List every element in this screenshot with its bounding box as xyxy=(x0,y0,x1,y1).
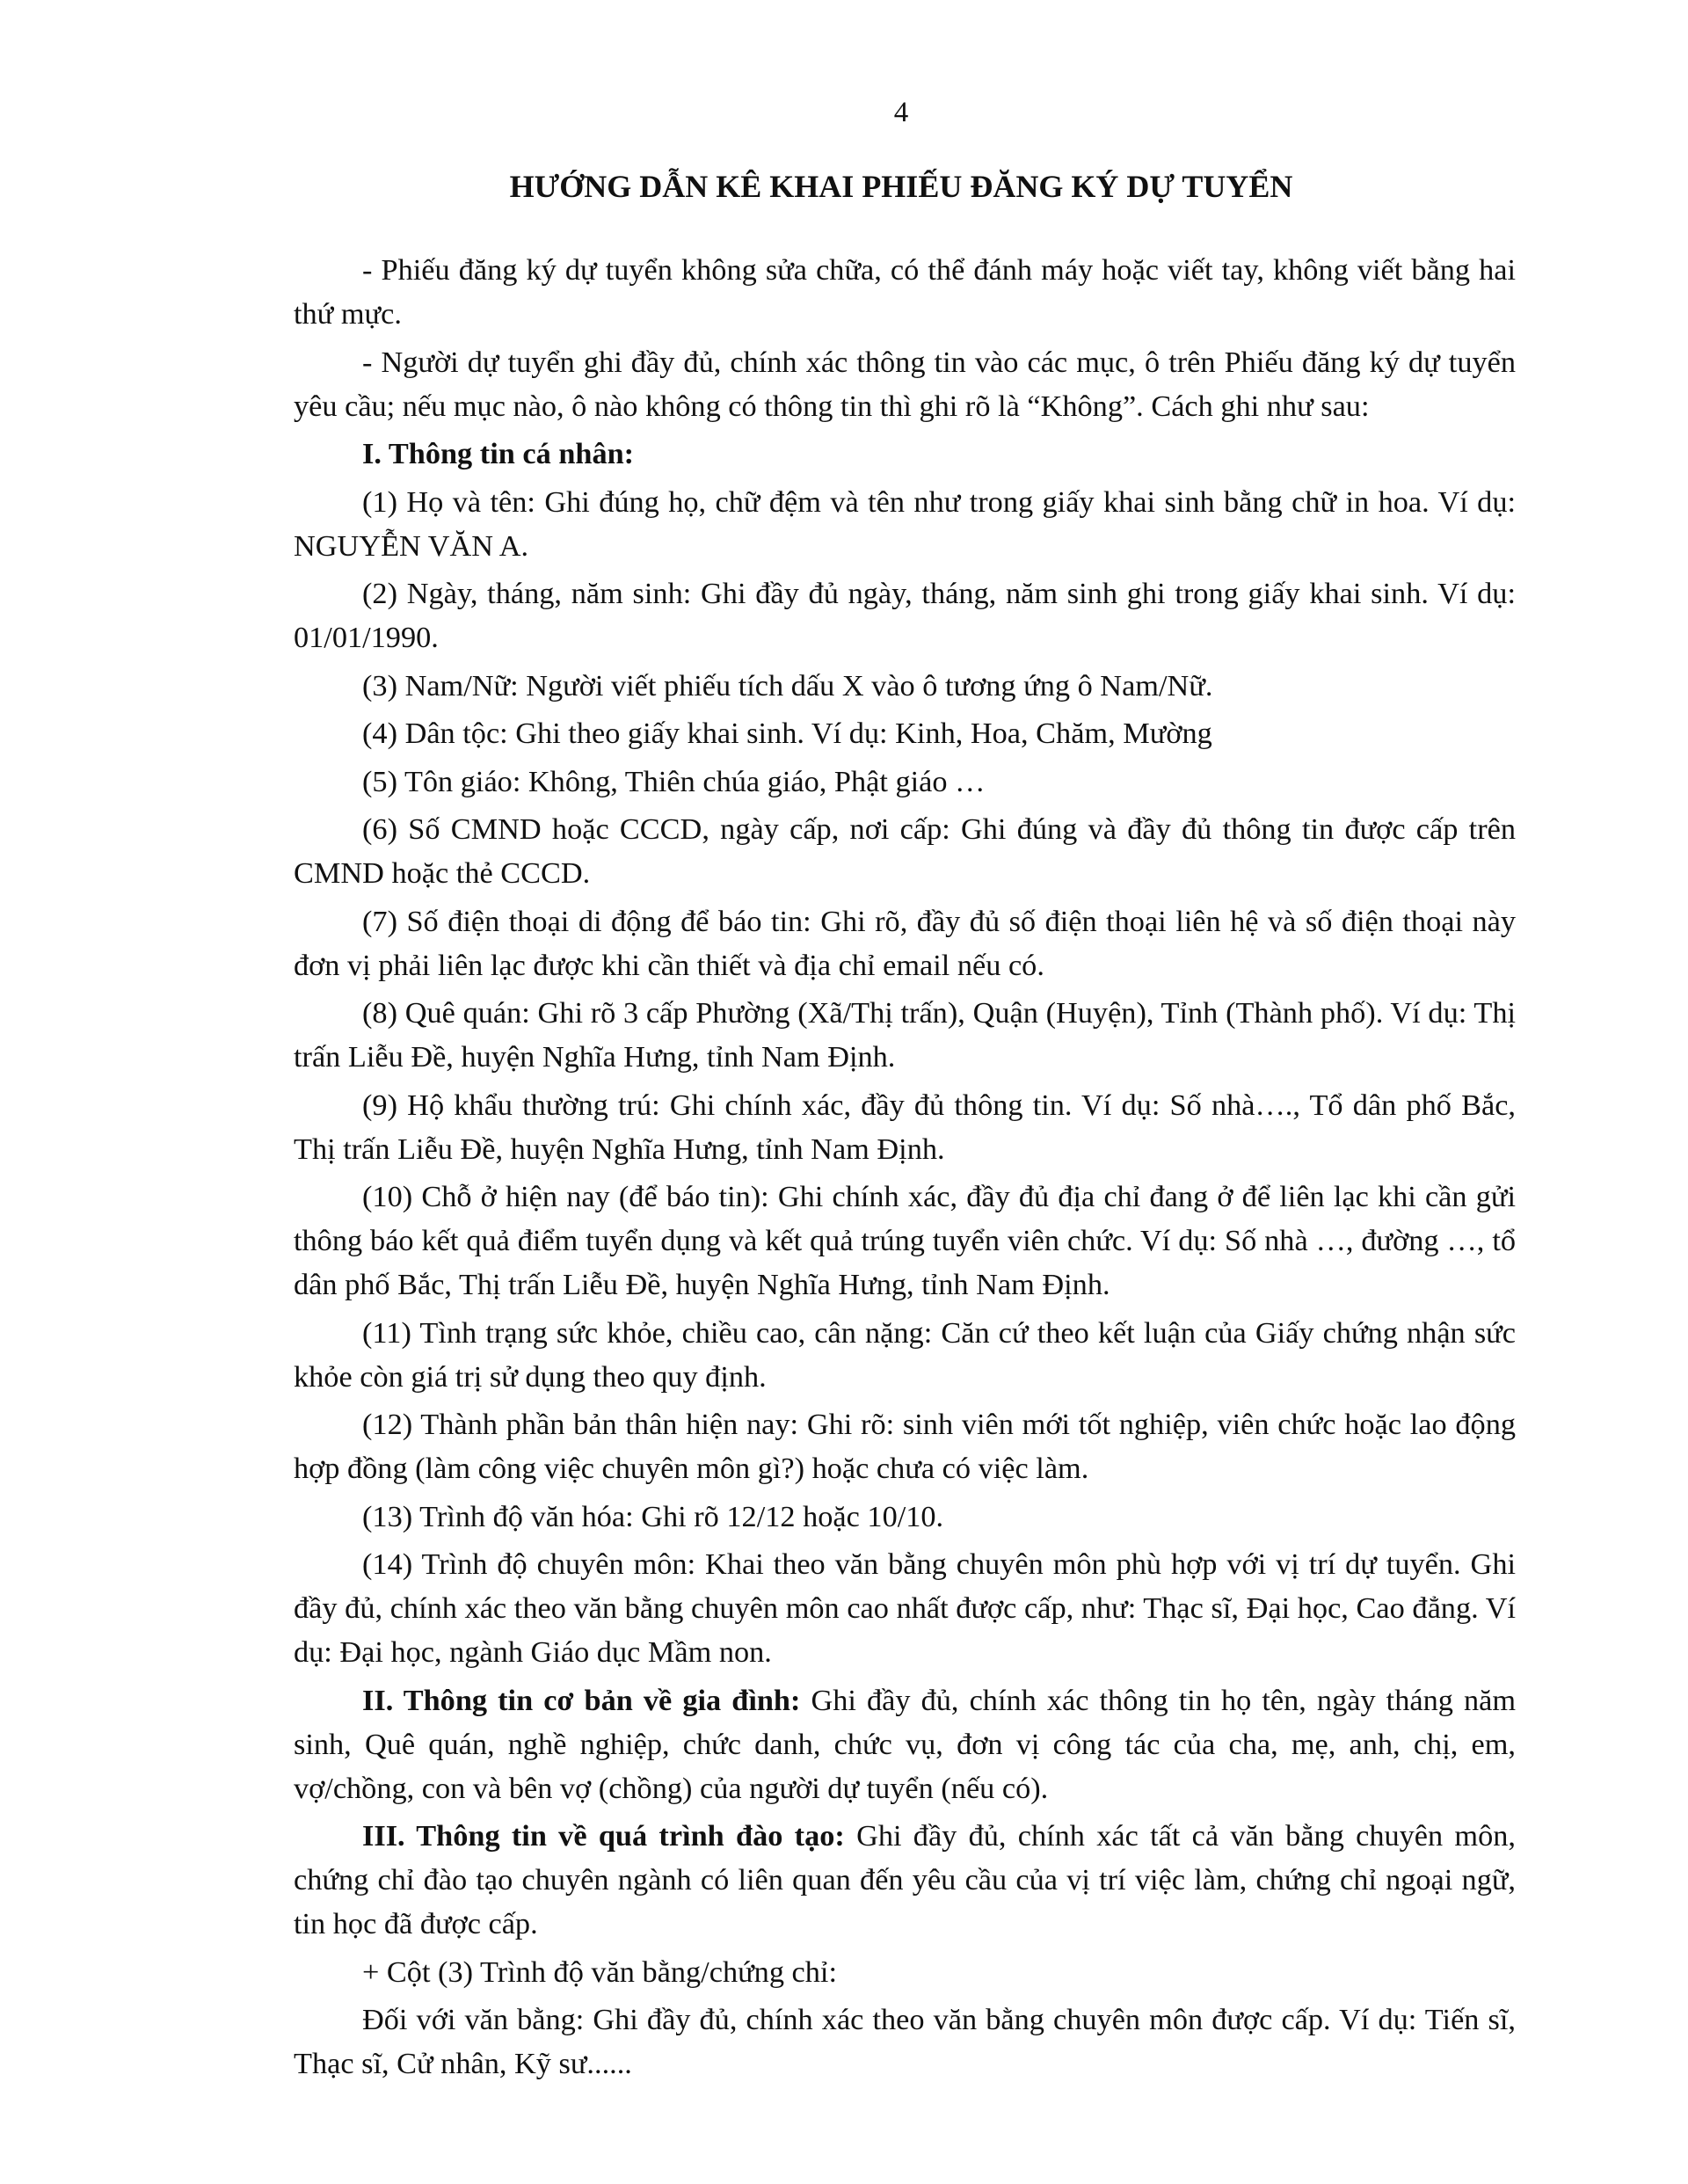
section-1-item-12: (12) Thành phần bản thân hiện nay: Ghi rõ: sinh viên mới tốt nghiệp, viên chức hoặc lao động hợp đồng (làm công việc chuyên môn gì?) hoặc chưa có việc làm. xyxy=(294,1408,1516,1485)
section-1-item-4: (4) Dân tộc: Ghi theo giấy khai sinh. Ví dụ: Kinh, Hoa, Chăm, Mường xyxy=(362,717,1212,750)
section-1-item-9: (9) Hộ khẩu thường trú: Ghi chính xác, đầy đủ thông tin. Ví dụ: Số nhà…., Tổ dân phố Bắc, Thị trấn Liễu Đề, huyện Nghĩa Hưng, tỉnh Nam Định. xyxy=(294,1088,1516,1166)
section-3-paragraph xyxy=(294,1814,1516,1946)
section-2-text: Ghi đầy đủ, chính xác thông tin họ tên, ngày tháng năm sinh, Quê quán, nghề nghiệp, chức danh, chức vụ, đơn vị công tác của cha, mẹ, anh, chị, em, vợ/chồng, con và bên vợ (chồng) của người dự tuyển (nếu có). xyxy=(294,1683,1516,1805)
section-1-item-13: (13) Trình độ văn hóa: Ghi rõ 12/12 hoặc 10/10. xyxy=(362,1499,944,1533)
section-1-item-14: (14) Trình độ chuyên môn: Khai theo văn bằng chuyên môn phù hợp với vị trí dự tuyển. Ghi đầy đủ, chính xác theo văn bằng chuyên môn cao nhất được cấp, như: Thạc sĩ, Đại học, Cao đẳng. Ví dụ: Đại học, ngành Giáo dục Mầm non. xyxy=(294,1547,1516,1669)
section-1-item-11: (11) Tình trạng sức khỏe, chiều cao, cân nặng: Căn cứ theo kết luận của Giấy chứng nhận sức khỏe còn giá trị sử dụng theo quy định. xyxy=(294,1315,1516,1394)
section-3-column-3-label: + Cột (3) Trình độ văn bằng/chứng chỉ: xyxy=(362,1955,837,1989)
section-2-heading: II. Thông tin cơ bản về gia đình: xyxy=(362,1683,801,1717)
section-1-item-2: (2) Ngày, tháng, năm sinh: Ghi đầy đủ ngày, tháng, năm sinh ghi trong giấy khai sinh. Ví dụ: 01/01/1990. xyxy=(294,577,1516,654)
section-1-item-8: (8) Quê quán: Ghi rõ 3 cấp Phường (Xã/Thị trấn), Quận (Huyện), Tỉnh (Thành phố). Ví dụ: Thị trấn Liễu Đề, huyện Nghĩa Hưng, tỉnh Nam Định. xyxy=(294,996,1516,1074)
section-1-item-1: (1) Họ và tên: Ghi đúng họ, chữ đệm và tên như trong giấy khai sinh bằng chữ in hoa. Ví dụ: NGUYỄN VĂN A. xyxy=(294,484,1516,563)
section-3-text: Ghi đầy đủ, chính xác tất cả văn bằng chuyên môn, chứng chỉ đào tạo chuyên ngành có liên quan đến yêu cầu của vị trí việc làm, chứng chỉ ngoại ngữ, tin học đã được cấp. xyxy=(294,1819,1516,1940)
section-1-heading: I. Thông tin cá nhân: xyxy=(362,437,635,470)
page-number: 4 xyxy=(893,97,909,128)
section-2-paragraph xyxy=(294,1678,1516,1810)
section-1-item-5: (5) Tôn giáo: Không, Thiên chúa giáo, Phật giáo … xyxy=(362,764,986,798)
page-title: HƯỚNG DẪN KÊ KHAI PHIẾU ĐĂNG KÝ DỰ TUYỂN xyxy=(509,169,1293,204)
document-body xyxy=(294,248,1516,2090)
section-1-item-7: (7) Số điện thoại di động để báo tin: Ghi rõ, đầy đủ số điện thoại liên hệ và số điện thoại này đơn vị phải liên lạc được khi cần thiết và địa chỉ email nếu có. xyxy=(294,904,1516,982)
section-3-column-3-text: Đối với văn bằng: Ghi đầy đủ, chính xác theo văn bằng chuyên môn được cấp. Ví dụ: Tiến sĩ, Thạc sĩ, Cử nhân, Kỹ sư...... xyxy=(294,2003,1516,2080)
section-3-heading: III. Thông tin về quá trình đào tạo: xyxy=(362,1819,845,1853)
intro-paragraph-2: - Người dự tuyển ghi đầy đủ, chính xác thông tin vào các mục, ô trên Phiếu đăng ký dự tuyển yêu cầu; nếu mục nào, ô nào không có thông tin thì ghi rõ là “Không”. Cách ghi như sau: xyxy=(294,345,1516,423)
section-1-item-3: (3) Nam/Nữ: Người viết phiếu tích dấu X vào ô tương ứng ô Nam/Nữ. xyxy=(362,668,1213,703)
section-1-item-6: (6) Số CMND hoặc CCCD, ngày cấp, nơi cấp: Ghi đúng và đầy đủ thông tin được cấp trên CMND hoặc thẻ CCCD. xyxy=(294,812,1516,890)
intro-paragraph-1: - Phiếu đăng ký dự tuyển không sửa chữa, có thể đánh máy hoặc viết tay, không viết bằng hai thứ mực. xyxy=(294,253,1516,331)
section-1-item-10: (10) Chỗ ở hiện nay (để báo tin): Ghi chính xác, đầy đủ địa chỉ đang ở để liên lạc khi cần gửi thông báo kết quả điểm tuyển dụng và kết quả trúng tuyển viên chức. Ví dụ: Số nhà …, đường …, tổ dân phố Bắc, Thị trấn Liễu Đề, huyện Nghĩa Hưng, tỉnh Nam Định. xyxy=(294,1180,1516,1301)
